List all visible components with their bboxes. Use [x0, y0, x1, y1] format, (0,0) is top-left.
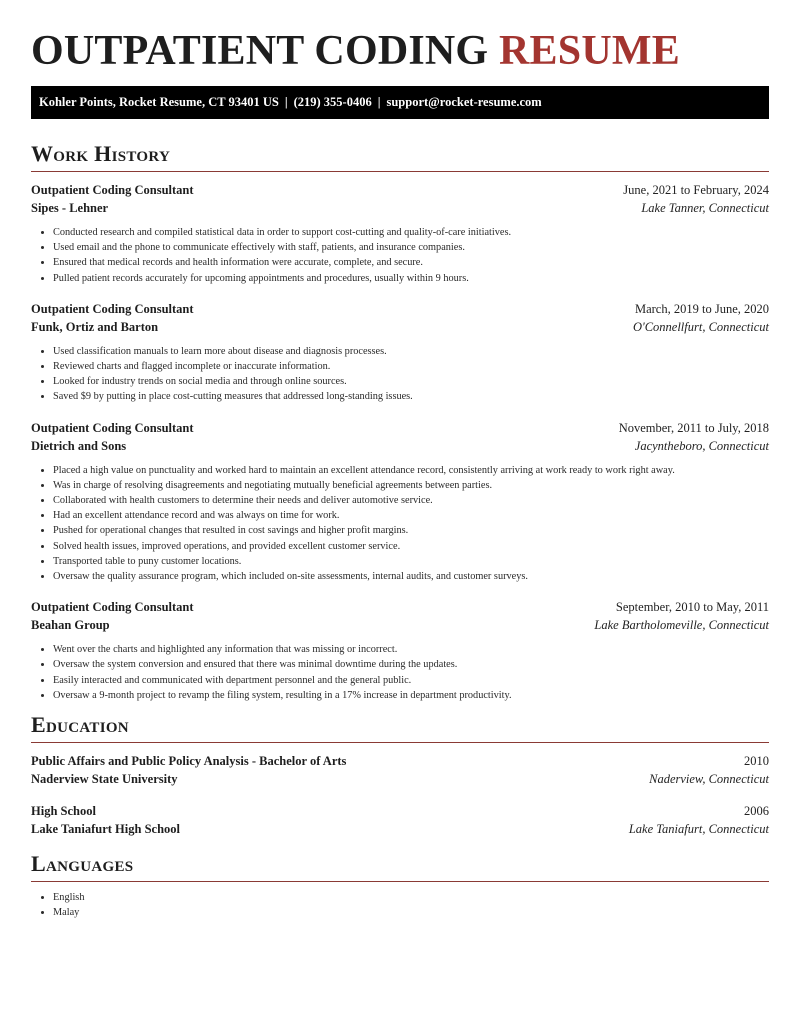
section-heading-languages: Languages — [31, 852, 769, 882]
job-bullets — [31, 344, 769, 405]
job-company: Sipes - Lehner — [31, 201, 109, 215]
job-location: O'Connellfurt, Connecticut — [633, 319, 769, 334]
contact-phone: (219) 355-0406 — [293, 95, 372, 109]
contact-separator: | — [284, 95, 288, 109]
job-company: Funk, Ortiz and Barton — [31, 319, 159, 334]
job-location: Lake Tanner, Connecticut — [641, 201, 769, 215]
education-section — [31, 713, 769, 838]
work-history-section — [31, 142, 769, 703]
job-bullets — [31, 642, 769, 703]
education-entry — [31, 802, 769, 838]
education-location: Lake Taniafurt, Connecticut — [628, 822, 769, 837]
job-bullet: • Used classification manuals to learn more about disease and diagnosis processes. — [53, 344, 769, 359]
job-bullet: • Solved health issues, improved operations, and provided excellent customer service. — [53, 539, 769, 554]
education-year: 2006 — [744, 804, 769, 819]
job-bullet: • Oversaw a 9-month project to revamp the filing system, resulting in a 17% increase in department productivity. — [53, 688, 769, 703]
contact-email[interactable]: support@rocket-resume.com — [386, 95, 542, 109]
job-bullet: • Was in charge of resolving disagreements and negotiating mutually beneficial agreements between parties. — [53, 478, 769, 493]
job-dates: November, 2011 to July, 2018 — [618, 420, 769, 435]
job-title: Outpatient Coding Consultant — [31, 301, 194, 316]
job-title: Outpatient Coding Consultant — [31, 600, 194, 615]
job-bullet: • Conducted research and compiled statistical data in order to support cost-cutting and quality-of-care initiatives. — [53, 225, 769, 240]
job-dates: March, 2019 to June, 2020 — [634, 301, 769, 316]
job-bullet: • Collaborated with health customers to determine their needs and deliver automotive service. — [53, 493, 769, 508]
education-location: Naderview, Connecticut — [649, 772, 769, 787]
job-entry — [31, 598, 769, 703]
section-heading-education: Education — [31, 713, 769, 743]
language-list — [31, 890, 769, 920]
resume-title — [31, 0, 769, 74]
job-location: Lake Bartholomeville, Connecticut — [594, 618, 769, 633]
education-degree: High School — [31, 804, 96, 819]
job-bullet: • Pulled patient records accurately for upcoming appointments and procedures, usually within 9 hours. — [53, 271, 769, 286]
job-bullet: • Pushed for operational changes that resulted in cost savings and higher profit margins. — [53, 523, 769, 538]
job-entry — [31, 419, 769, 585]
title-accent: RESUME — [499, 28, 680, 74]
section-heading-work-history: Work History — [31, 142, 769, 172]
education-year: 2010 — [744, 754, 769, 769]
contact-address: Kohler Points, Rocket Resume, CT 93401 US — [39, 95, 279, 109]
job-bullet: • Used email and the phone to communicate effectively with staff, patients, and insurance companies. — [53, 240, 769, 255]
job-bullet: • Ensured that medical records and health information were accurate, complete, and secure. — [53, 255, 769, 270]
job-entry — [31, 300, 769, 405]
job-company: Beahan Group — [31, 618, 110, 633]
job-bullet: • Easily interacted and communicated with department personnel and the general public. — [53, 673, 769, 688]
job-title: Outpatient Coding Consultant — [31, 420, 194, 435]
job-bullet: • Oversaw the quality assurance program, which included on-site assessments, internal audits, and customer surveys. — [53, 569, 769, 584]
job-bullet: • Had an excellent attendance record and was always on time for work. — [53, 508, 769, 523]
job-bullet: • Oversaw the system conversion and ensured that there was minimal downtime during the updates. — [53, 657, 769, 672]
job-bullet: • Transported table to puny customer locations. — [53, 554, 769, 569]
job-bullet: • Went over the charts and highlighted any information that was missing or incorrect. — [53, 642, 769, 657]
job-company: Dietrich and Sons — [31, 438, 127, 453]
education-school: Naderview State University — [31, 772, 178, 787]
language-item: • Malay — [53, 905, 769, 920]
job-location: Jacyntheboro, Connecticut — [634, 438, 769, 453]
job-bullet: • Placed a high value on punctuality and worked hard to maintain an excellent attendance record, consistently arriving at work ready to work right away. — [53, 463, 769, 478]
job-bullet: • Looked for industry trends on social media and through online sources. — [53, 374, 769, 389]
education-school: Lake Taniafurt High School — [31, 822, 180, 837]
job-dates: June, 2021 to February, 2024 — [623, 183, 769, 197]
job-title: Outpatient Coding Consultant — [31, 183, 194, 197]
languages-section — [31, 852, 769, 920]
contact-bar — [31, 86, 769, 119]
title-main: OUTPATIENT CODING — [31, 28, 489, 74]
job-bullets — [31, 225, 769, 286]
job-bullets — [31, 463, 769, 585]
job-dates: September, 2010 to May, 2011 — [615, 600, 769, 615]
language-item: • English — [53, 890, 769, 905]
job-entry — [31, 181, 769, 286]
job-bullet: • Reviewed charts and flagged incomplete or inaccurate information. — [53, 359, 769, 374]
education-degree: Public Affairs and Public Policy Analysis - Bachelor of Arts — [31, 754, 347, 769]
education-entry — [31, 752, 769, 788]
job-bullet: • Saved $9 by putting in place cost-cutting measures that addressed long-standing issues. — [53, 389, 769, 404]
contact-separator: | — [377, 95, 381, 109]
